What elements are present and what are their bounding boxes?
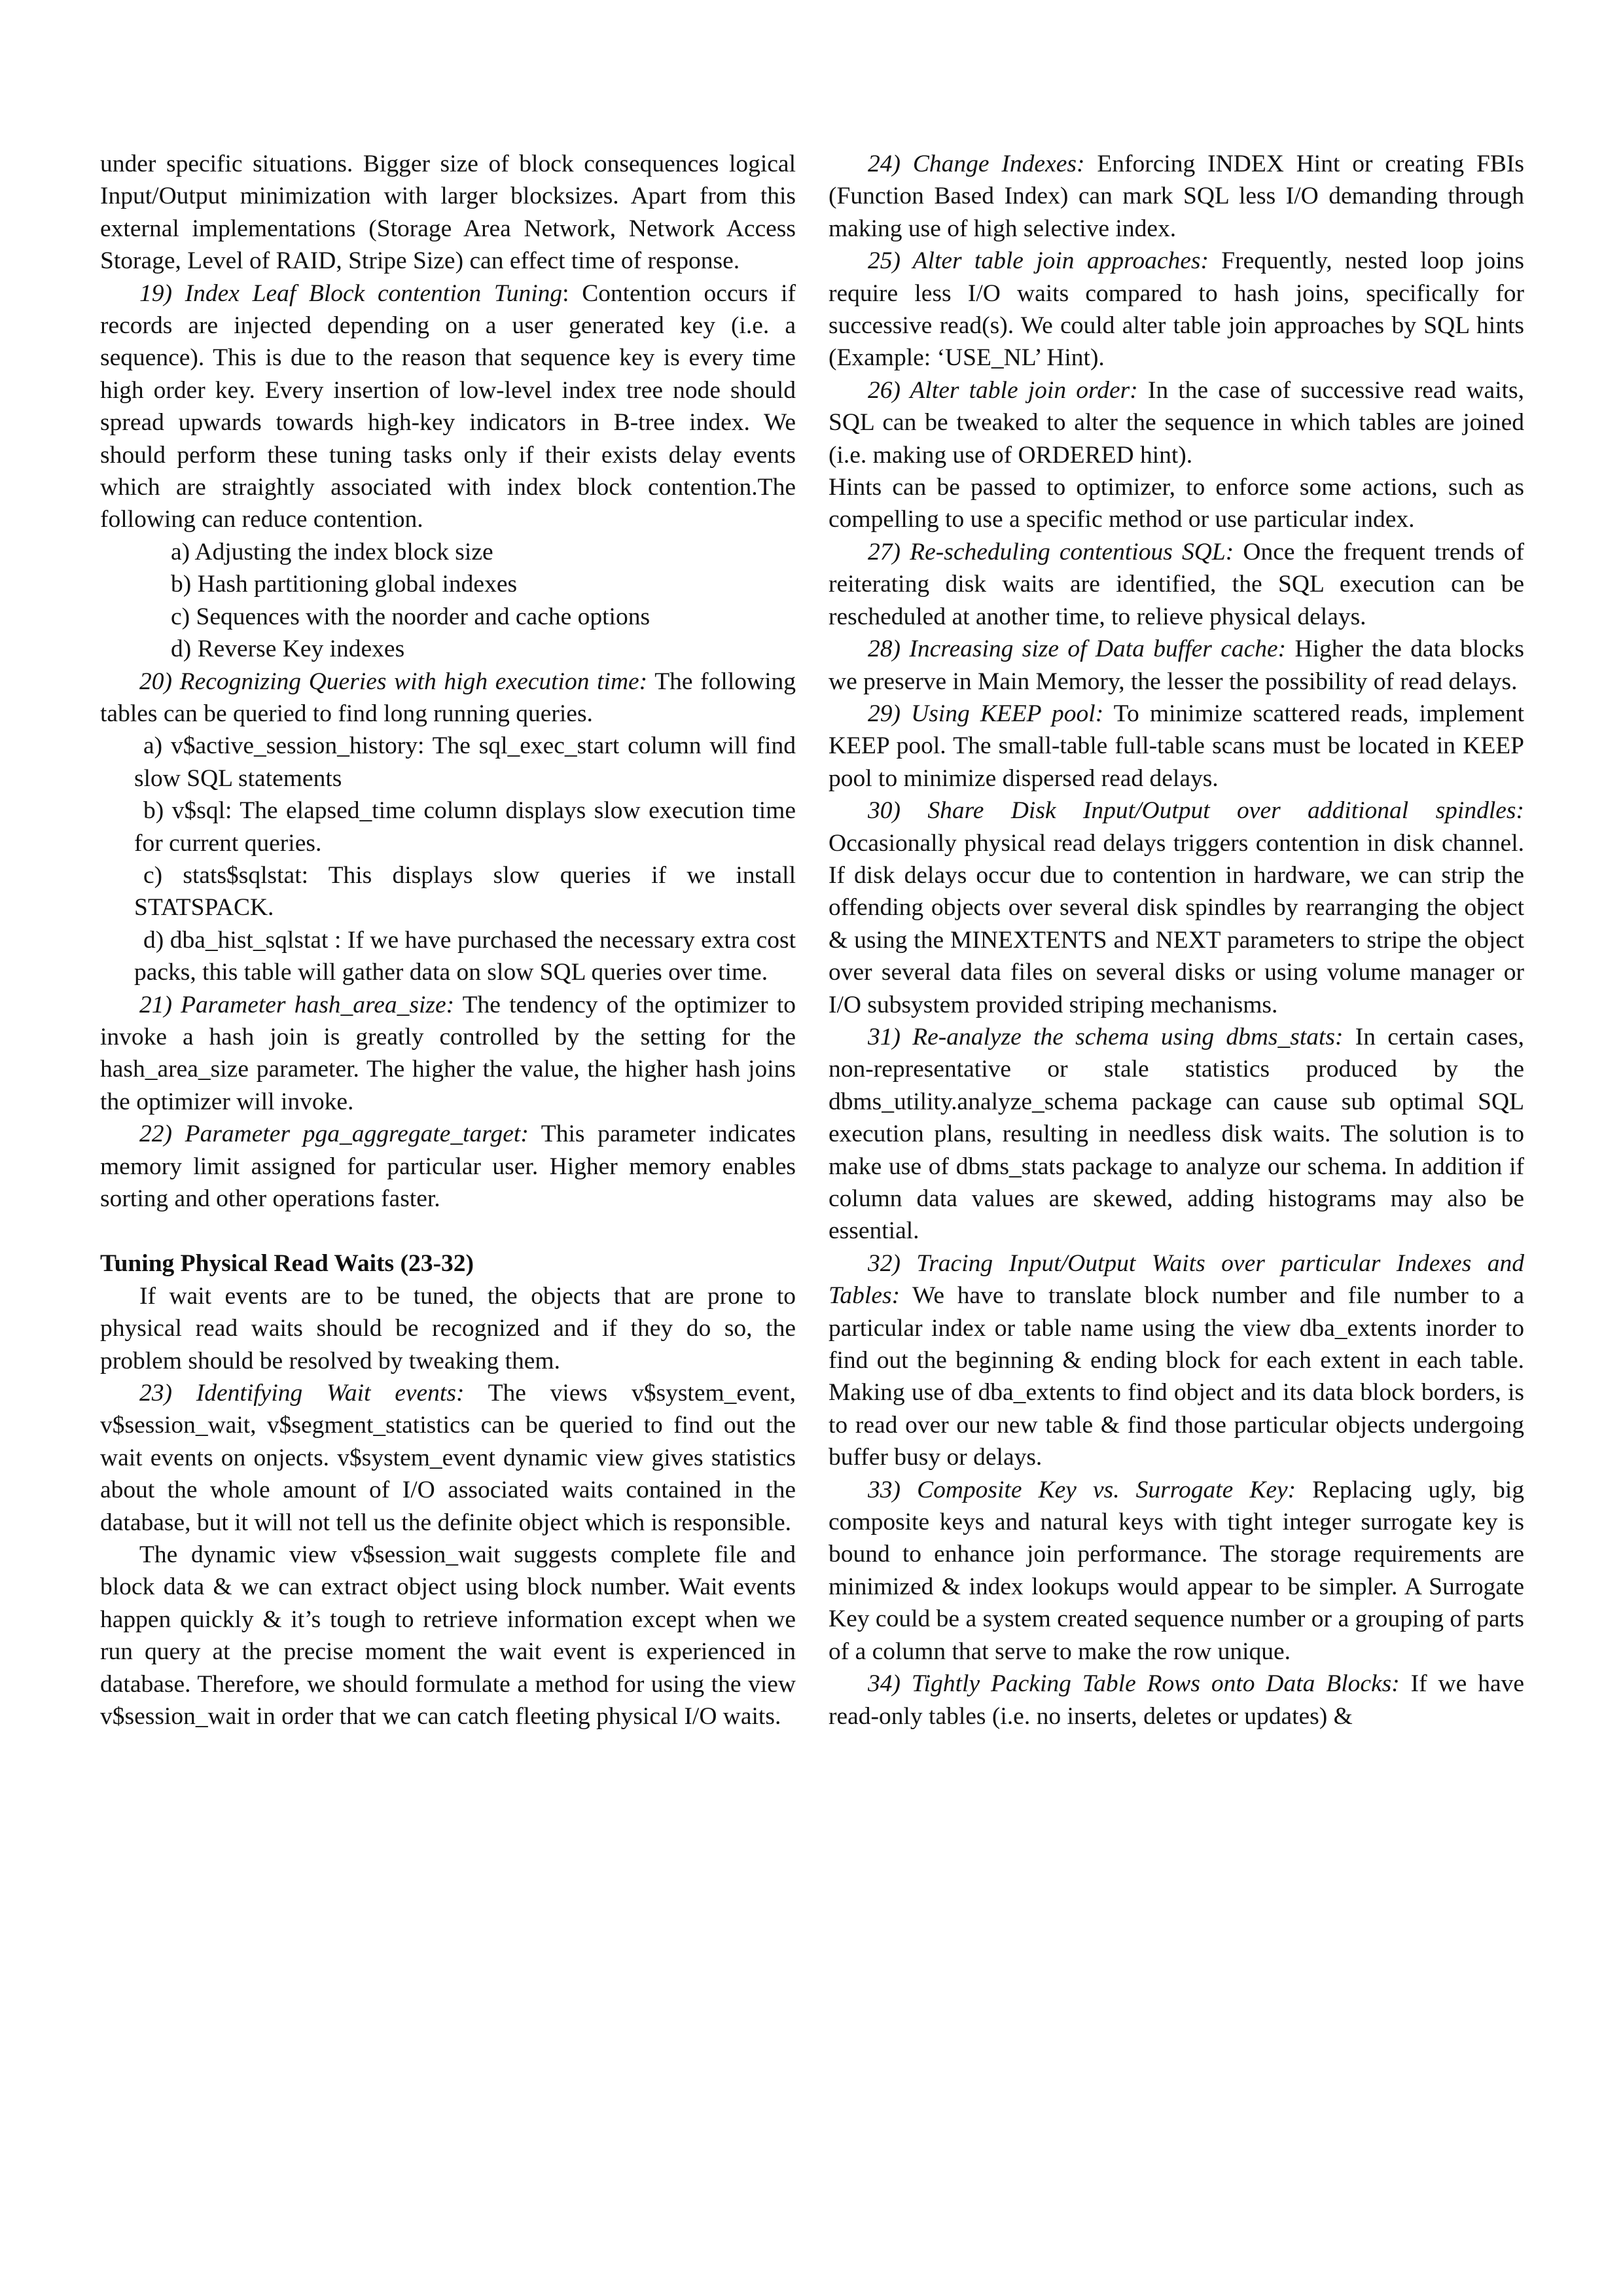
intro-paragraph: under specific situations. Bigger size of block consequences logical Input/Output minimization with larger blocksizes. Apart from this external implementations (Storage Area Network, Network Access Storage, Level of RAID, Stripe Size) can effect time of response.	[100, 151, 796, 275]
item-34-heading: 34) Tightly Packing Table Rows onto Data Blocks:	[868, 1670, 1400, 1698]
right-column	[829, 148, 1524, 1732]
item-33-text: Replacing ugly, big composite keys and natural keys with tight integer surrogate key is bound to enhance join performance. The storage requirements are minimized & index lookups would appear to be simpler. A Surrogate Key could be a system created sequence number or a grouping of parts of a column that serve to make the row unique.	[829, 1476, 1525, 1665]
item-19-text: : Contention occurs if records are injected depending on a user generated key (i.e. a sequence). This is due to the reason that sequence key is every time high order key. Every insertion of low-level index tree node should spread upwards towards high-key indicators in B-tree index. We should perform these tuning tasks only if their exists delay events which are straightly associated with index block contention.The following can reduce contention.	[100, 279, 796, 533]
dynamic-view-paragraph: The dynamic view v$session_wait suggests complete file and block data & we can extract object using block number. Wait events happen quickly & it’s tough to retrieve information except when we run query at the precise moment the wait event is experienced in database. Therefore, we should formulate a method for using the view v$session_wait in order that we can catch fleeting physical I/O waits.	[100, 1541, 796, 1731]
item-30-text: Occasionally physical read delays triggers contention in disk channel. If disk delays occur due to contention in hardware, we can strip the offending objects over several disk spindles by rearranging the object & using the MINEXTENTS and NEXT parameters to stripe the object over several data files on several disks or using volume manager or I/O subsystem provided striping mechanisms.	[829, 829, 1524, 1018]
list-item: a) Adjusting the index block size	[171, 538, 493, 565]
item-33-heading: 33) Composite Key vs. Surrogate Key:	[868, 1476, 1296, 1503]
item-28-heading: 28) Increasing size of Data buffer cache:	[868, 636, 1287, 663]
list-item: b) v$sql: The elapsed_time column displays slow execution time for current queries.	[134, 797, 796, 857]
list-item: a) v$active_session_history: The sql_exec_start column will find slow SQL statements	[134, 732, 796, 792]
item-30-heading: 30) Share Disk Input/Output over additional spindles:	[868, 797, 1524, 825]
item-19	[100, 278, 796, 536]
item-31	[829, 1021, 1524, 1247]
hints-paragraph: Hints can be passed to optimizer, to enforce some actions, such as compelling to use a specific method or use particular index.	[829, 474, 1524, 533]
list-item: d) Reverse Key indexes	[171, 636, 405, 663]
item-24-heading: 24) Change Indexes:	[868, 151, 1085, 177]
item-34-text: If we have read-only tables (i.e. no inserts, deletes or updates) &	[829, 1670, 1524, 1730]
item-28-text: Higher the data blocks we preserve in Main Memory, the lesser the possibility of read delays.	[829, 636, 1524, 695]
item-21-heading: 21) Parameter hash_area_size:	[139, 991, 455, 1018]
item-27-heading: 27) Re-scheduling contentious SQL:	[868, 538, 1234, 565]
item-31-text: In certain cases, non-representative or stale statistics produced by the dbms_utility.analyze_schema package can cause sub optimal SQL execution plans, resulting in needless disk waits. The solution is to make use of dbms_stats package to analyze our schema. In addition if column data values are skewed, adding histograms may also be essential.	[829, 1023, 1524, 1245]
item-20-heading: 20) Recognizing Queries with high execution time:	[139, 668, 648, 695]
item-23-text: The views v$system_event, v$session_wait, v$segment_statistics can be queried to find out the wait events on onjects. v$system_event dynamic view gives statistics about the whole amount of I/O associated waits contained in the database, but it will not tell us the definite object which is responsible.	[100, 1380, 796, 1536]
item-26-heading: 26) Alter table join order:	[868, 376, 1138, 404]
item-29-heading: 29) Using KEEP pool:	[868, 700, 1104, 727]
section-intro: If wait events are to be tuned, the objects that are prone to physical read waits should be recognized and if they do so, the problem should be resolved by tweaking them.	[100, 1282, 796, 1374]
list-item: d) dba_hist_sqlstat : If we have purchased the necessary extra cost packs, this table will gather data on slow SQL queries over time.	[134, 926, 796, 986]
item-31-heading: 31) Re-analyze the schema using dbms_stats:	[868, 1023, 1344, 1050]
item-32	[829, 1247, 1524, 1474]
list-item: b) Hash partitioning global indexes	[171, 571, 518, 598]
item-25-text: Frequently, nested loop joins require less I/O waits compared to hash joins, specifically for successive read(s). We could alter table join approaches by SQL hints (Example: ‘USE_NL’ Hint).	[829, 247, 1524, 372]
item-23-heading: 23) Identifying Wait events:	[139, 1380, 465, 1407]
item-25-heading: 25) Alter table join approaches:	[868, 247, 1209, 275]
item-26	[829, 374, 1524, 471]
item-24	[829, 148, 1524, 245]
item-19-heading: 19) Index Leaf Block contention Tuning	[139, 279, 563, 307]
list-item: c) Sequences with the noorder and cache options	[171, 603, 651, 630]
item-34	[829, 1668, 1524, 1732]
item-23	[100, 1377, 796, 1539]
item-20	[100, 666, 796, 730]
item-26-text: In the case of successive read waits, SQL can be tweaked to alter the sequence in which tables are joined (i.e. making use of ORDERED hint).	[829, 376, 1524, 469]
item-27	[829, 536, 1524, 633]
item-22	[100, 1118, 796, 1215]
item-20-list	[100, 730, 796, 988]
section-title: Tuning Physical Read Waits (23-32)	[100, 1250, 474, 1278]
item-32-heading: 32) Tracing Input/Output Waits over particular Indexes and Tables:	[829, 1249, 1524, 1310]
item-28	[829, 633, 1524, 698]
item-29-text: To minimize scattered reads, implement KEEP pool. The small-table full-table scans must be located in KEEP pool to minimize dispersed read delays.	[829, 700, 1524, 792]
item-21-text: The tendency of the optimizer to invoke a hash join is greatly controlled by the setting for the hash_area_size parameter. The higher the value, the higher hash joins the optimizer will invoke.	[100, 991, 796, 1115]
item-25	[829, 245, 1524, 374]
item-29	[829, 698, 1524, 795]
item-19-list	[100, 536, 796, 666]
item-22-text: This parameter indicates memory limit assigned for particular user. Higher memory enables sorting and other operations faster.	[100, 1121, 796, 1212]
item-20-text: The following tables can be queried to find long running queries.	[100, 668, 796, 727]
item-30	[829, 795, 1524, 1021]
item-24-text: Enforcing INDEX Hint or creating FBIs (Function Based Index) can mark SQL less I/O demanding through making use of high selective index.	[829, 151, 1524, 242]
item-22-heading: 22) Parameter pga_aggregate_target:	[139, 1121, 529, 1148]
item-21	[100, 989, 796, 1119]
list-item: c) stats$sqlstat: This displays slow queries if we install STATSPACK.	[134, 861, 796, 922]
left-column	[100, 148, 796, 1733]
item-32-text: We have to translate block number and file number to a particular index or table name using the view dba_extents inorder to find out the beginning & ending block for each extent in each table. Making use of dba_extents to find object and its data block borders, is to read over our new table & find those particular objects undergoing buffer busy or delays.	[829, 1282, 1524, 1471]
item-27-text: Once the frequent trends of reiterating disk waits are identified, the SQL execution can be rescheduled at another time, to relieve physical delays.	[829, 538, 1525, 630]
item-33	[829, 1474, 1524, 1668]
